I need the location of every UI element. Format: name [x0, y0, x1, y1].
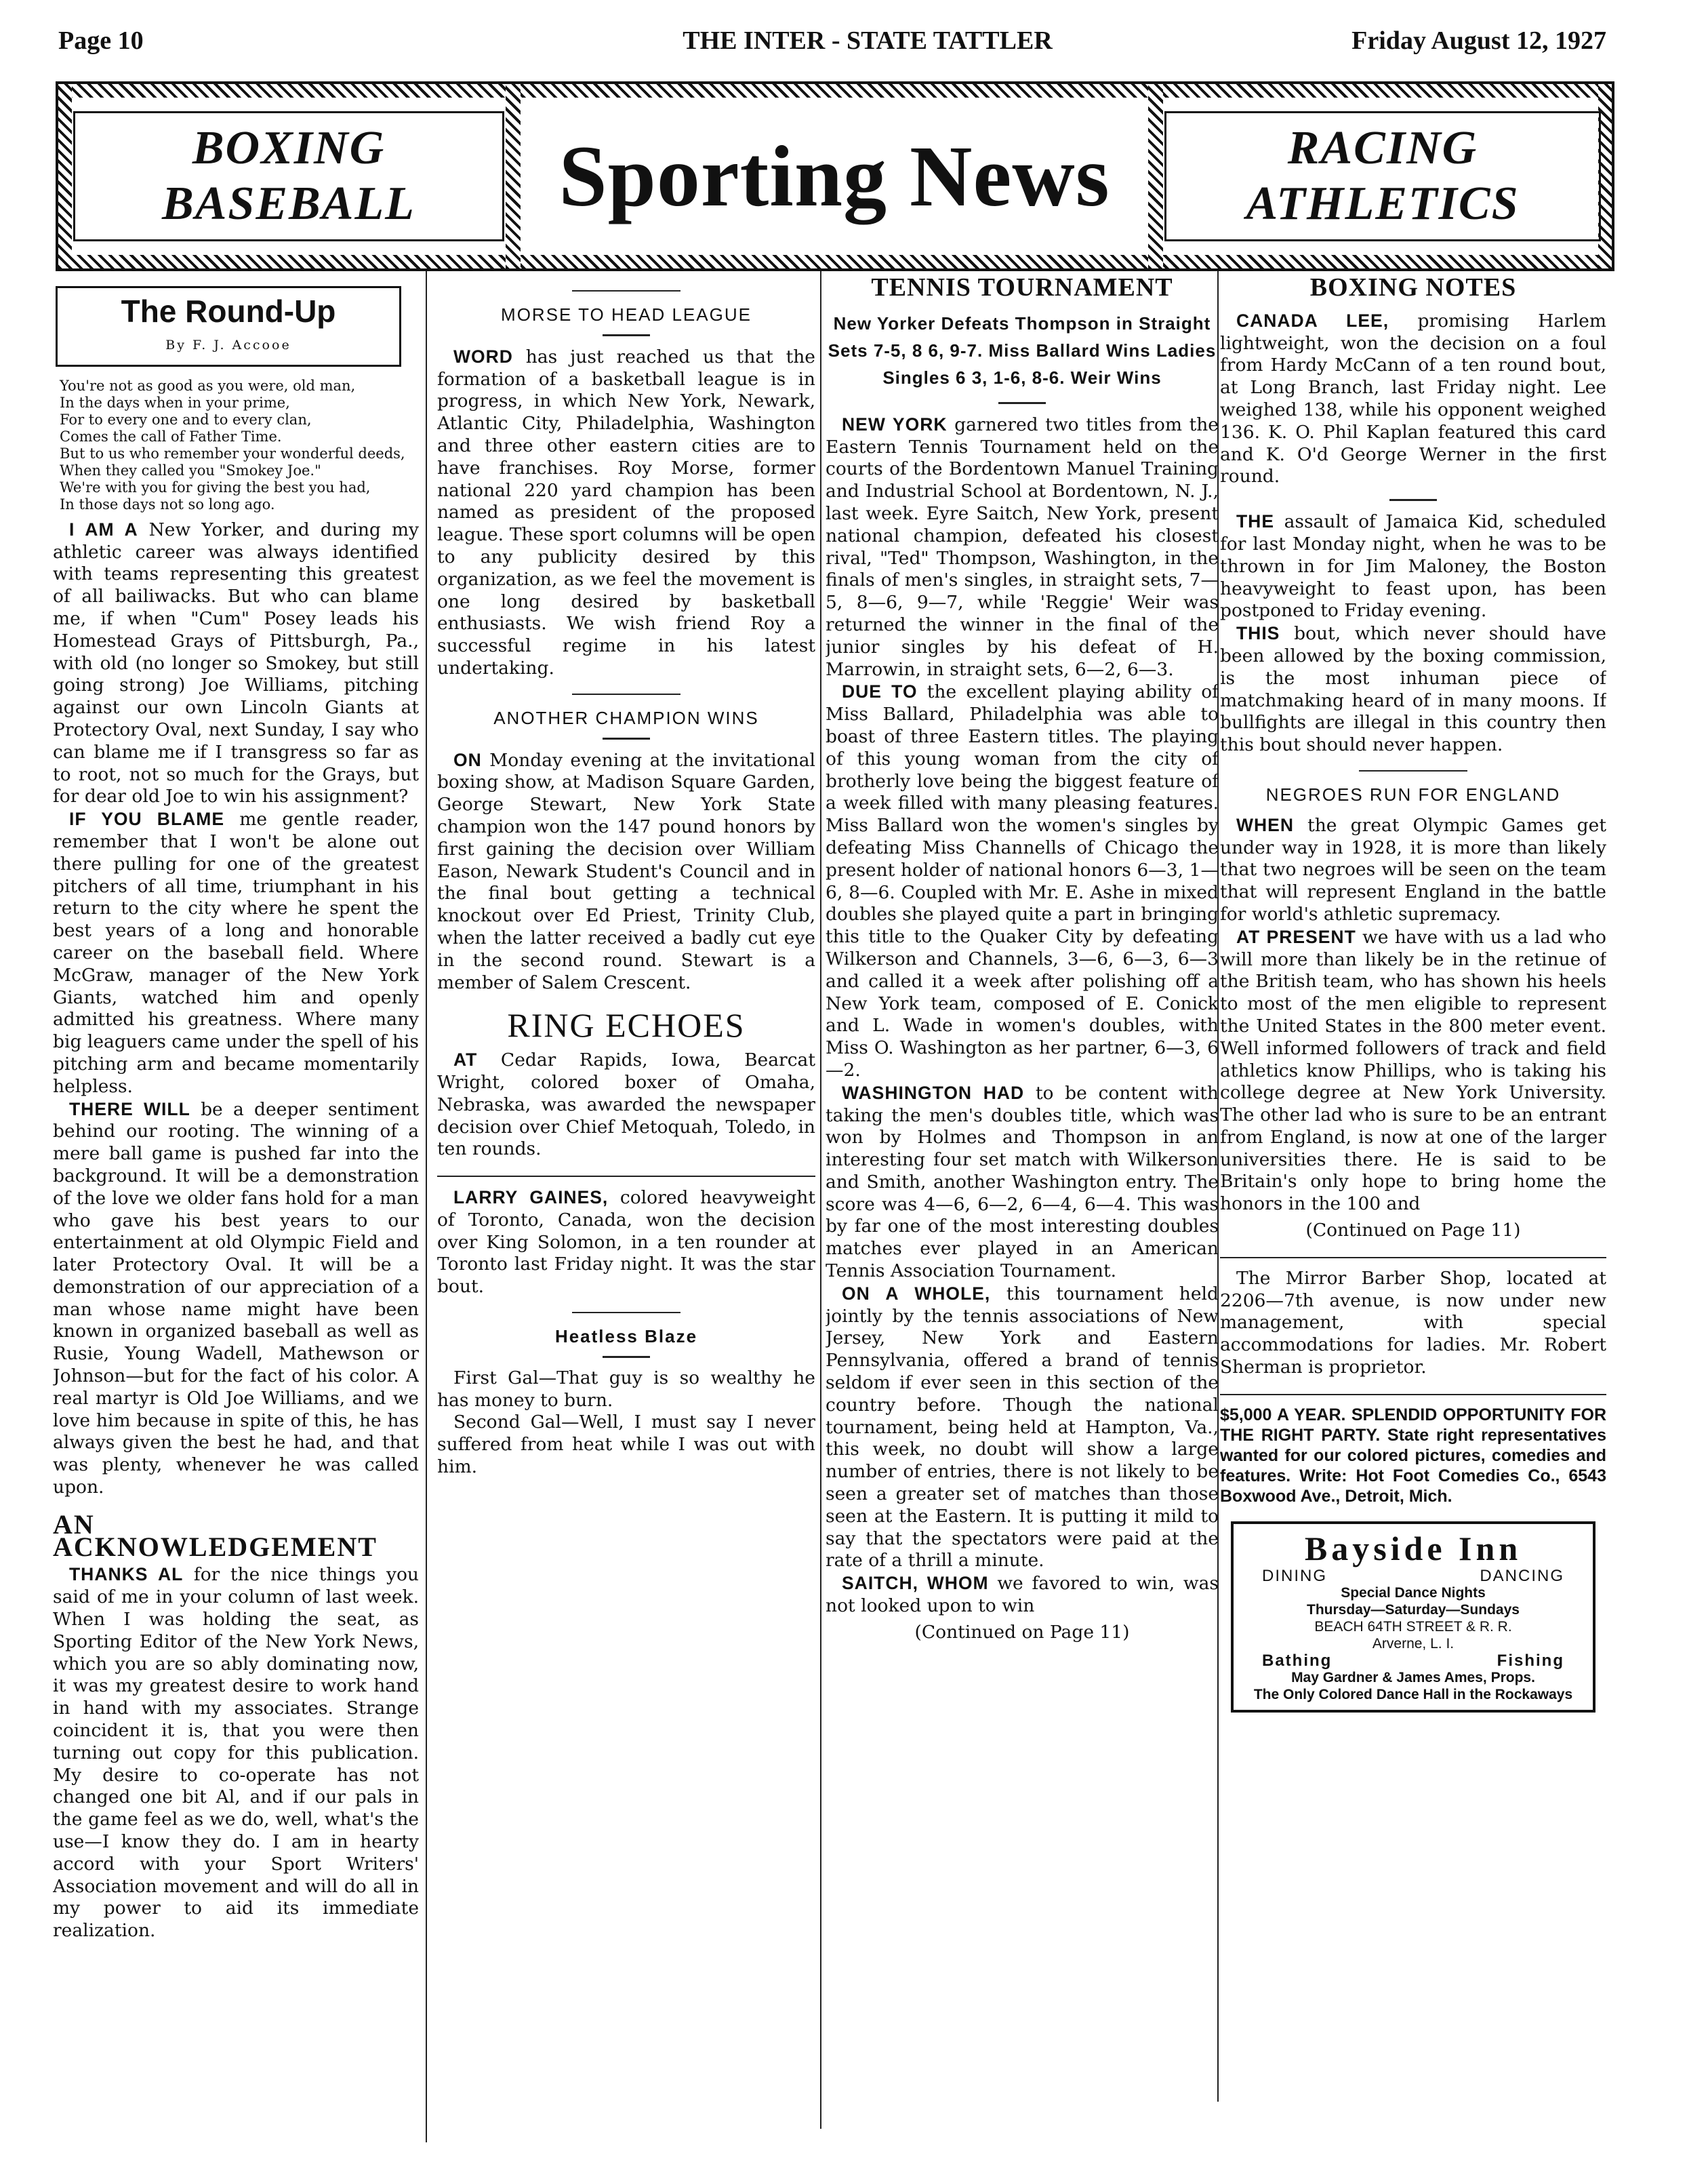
poem-line: In the days when in your prime, — [60, 394, 290, 411]
paragraph-lead: THE — [1236, 511, 1274, 532]
article-paragraph — [826, 1572, 1219, 1618]
banner-label-athletics: ATHLETICS — [1246, 178, 1520, 230]
bayside-inn-ad — [1231, 1521, 1595, 1713]
article-paragraph — [437, 749, 815, 995]
ring-echoes-headline: RING ECHOES — [507, 1006, 746, 1045]
poem-line: But to us who remember your wonderful deeds, — [60, 445, 405, 462]
poem-line: We're with you for giving the best you had, — [60, 479, 371, 496]
article-paragraph — [53, 1563, 419, 1942]
article-paragraph — [1220, 511, 1606, 622]
paragraph-lead: AT — [453, 1049, 478, 1071]
tennis-headline: TENNIS TOURNAMENT — [871, 277, 1173, 302]
paragraph-lead: DUE TO — [842, 681, 918, 702]
inn-special: Special Dance Nights — [1341, 1584, 1486, 1601]
paragraph-lead: WHEN — [1236, 814, 1294, 835]
banner-label-racing: RACING — [1287, 122, 1478, 174]
morse-headline: MORSE TO HEAD LEAGUE — [501, 304, 752, 325]
continued-note: (Continued on Page 11) — [914, 1621, 1130, 1643]
article-paragraph — [826, 414, 1219, 681]
section-divider — [1220, 1257, 1606, 1258]
section-divider — [603, 738, 650, 740]
issue-date: Friday August 12, 1927 — [1351, 26, 1606, 55]
inn-tagline: The Only Colored Dance Hall in the Rockaways — [1253, 1686, 1573, 1702]
column-rule — [426, 271, 427, 2142]
article-paragraph — [53, 808, 419, 1098]
roundup-header — [56, 286, 401, 367]
paragraph-text: colored heavyweight of Toronto, Canada, won the decision over King Solomon, in a ten rounder at Toronto last Friday night. It was the star bout. — [437, 1187, 815, 1298]
paragraph-lead: ON A WHOLE, — [842, 1283, 991, 1304]
joke-line: First Gal—That guy is so wealthy he has money to burn. — [437, 1367, 815, 1411]
section-divider — [1359, 770, 1467, 772]
article-paragraph — [826, 1283, 1219, 1572]
column-2 — [437, 277, 815, 2113]
hatched-border — [58, 255, 1612, 268]
banner-left-panel — [73, 111, 504, 241]
barber-shop-notice: The Mirror Barber Shop, located at 2206—7th avenue, is now under new management, with special accommodations for ladies. Mr. Robert Sherman is proprietor. — [1220, 1267, 1606, 1378]
banner-label-baseball: BASEBALL — [162, 178, 415, 230]
article-paragraph — [437, 1049, 815, 1161]
inn-dancing: DANCING — [1480, 1566, 1564, 1585]
paragraph-lead: I AM A — [69, 519, 138, 540]
banner-right-panel — [1164, 111, 1601, 241]
banner-label-boxing: BOXING — [192, 122, 386, 174]
section-divider — [437, 1176, 815, 1177]
paragraph-text: we favored to win, was not looked upon to win — [826, 1573, 1219, 1617]
opportunity-ad: $5,000 A YEAR. SPLENDID OPPORTUNITY FOR THE RIGHT PARTY. State right representatives wanted for our colored pictures, comedies and features. Write: Hot Foot Comedies Co., 6543 Boxwood Ave., Detroit, Mich. — [1220, 1405, 1606, 1506]
article-paragraph — [53, 519, 419, 808]
section-divider — [1389, 499, 1437, 501]
paragraph-lead: WORD — [453, 346, 513, 367]
roundup-byline: By F. J. Accooe — [165, 338, 291, 353]
column-1 — [53, 277, 419, 2113]
article-paragraph — [1220, 926, 1606, 1216]
inn-services — [1242, 1567, 1585, 1584]
hatched-divider — [1148, 84, 1163, 268]
hatched-divider — [506, 84, 521, 268]
section-divider — [572, 290, 680, 292]
inn-dining: DINING — [1262, 1566, 1327, 1585]
section-divider — [603, 334, 650, 336]
continued-note: (Continued on Page 11) — [1305, 1220, 1521, 1241]
column-3 — [826, 277, 1219, 2113]
inn-town: Arverne, L. I. — [1372, 1635, 1455, 1652]
paragraph-text: this tournament held jointly by the tennis associations of New Jersey, New York and Eastern Pennsylvania, offered a brand of tennis seldom if ever seen in this section of the country before. Though the national tournament, being held at Hampton, Va., this week, no doubt will show a large number of entries, there is not likely to be seen a greater set of matches than those seen at the Eastern. It is putting it mild to say that the spectators were paid at the rate of a thrill a minute. — [826, 1283, 1219, 1572]
article-paragraph — [1220, 814, 1606, 926]
paragraph-text: the great Olympic Games get under way in 1928, it is more than likely that two negroes will be seen on the team that will represent England in the battle for world's athletic supremacy. — [1220, 814, 1606, 925]
tennis-deck: New Yorker Defeats Thompson in Straight Sets 7-5, 8 6, 9-7. Miss Ballard Wins Ladies Singles 6 3, 1-6, 8-6. Weir Wins — [828, 313, 1217, 388]
section-title: Sporting News — [558, 127, 1110, 224]
article-paragraph — [53, 1098, 419, 1499]
paragraph-text: me gentle reader, remember that I won't be alone out there pulling for one of the greatest pitchers of all time, triumphant in his return to the city where he spent the best years of a long and honorable career on the baseball field. Where McGraw, manager of the New York Giants, watched him and openly admitted his greatness. Where many big leaguers came under the spell of his pitching arm and became momentarily helpless. — [53, 809, 419, 1097]
section-divider — [1220, 1394, 1606, 1395]
hatched-border — [58, 84, 1612, 98]
paragraph-lead: CANADA LEE, — [1236, 310, 1389, 331]
article-paragraph — [826, 1082, 1219, 1283]
roundup-poem — [60, 378, 419, 513]
paragraph-lead: THANKS AL — [69, 1564, 184, 1585]
roundup-title: The Round-Up — [121, 294, 336, 329]
paragraph-lead: THERE WILL — [69, 1098, 190, 1119]
column-rule — [820, 271, 821, 2129]
paragraph-text: New Yorker, and during my athletic career was always identified with teams representing this greatest of all bailiwacks. But who can blame me, if when "Cum" Posey leads his Homestead Grays of Pittsburgh, Pa., with old (no longer so Smokey, but still going strong) Joe Williams, pitching against our own Lincoln Giants at Protectory Oval, next Sunday, I say who can blame me if I transgress so far as to root, not so much for the Grays, but for dear old Joe to win his assignment? — [53, 519, 419, 807]
section-divider — [998, 402, 1046, 404]
paragraph-lead: AT PRESENT — [1236, 926, 1356, 947]
poem-line: In those days not so long ago. — [60, 496, 275, 513]
paragraph-lead: ON — [453, 749, 482, 770]
paragraph-text: has just reached us that the formation of a basketball league is in progress, in which New York, Newark, Atlantic City, Philadelphia, Washington and three other eastern cities are to have franchises. Roy Morse, former national 220 yard champion has been named as president of the proposed league. These sport columns will be open to any publicity desired by this organization, as we feel the movement is one long desired by basketball enthusiasts. We wish friend Roy a successful regime in his latest undertaking. — [437, 346, 815, 679]
poem-line: Comes the call of Father Time. — [60, 428, 282, 445]
paragraph-text: to be content with taking the men's doubles title, which was won by Holmes and Thompson in an interesting four set match with Wilkerson and Smith, another Washington entry. The score was 4—6, 6—2, 6—4, 6—4. This was by far one of the most interesting doubles matches ever played in an American Tennis Association Tournament. — [826, 1082, 1219, 1282]
inn-fishing: Fishing — [1497, 1651, 1564, 1670]
section-divider — [572, 694, 680, 695]
england-headline: NEGROES RUN FOR ENGLAND — [1265, 784, 1561, 805]
paragraph-lead: LARRY GAINES, — [453, 1187, 609, 1208]
paragraph-lead: SAITCH, WHOM — [842, 1573, 989, 1594]
paragraph-text: garnered two titles from the Eastern Tennis Tournament held on the courts of the Bordentown Manuel Training and Industrial School at Bordentown, N. J., last week. Eyre Saitch, New York, present national champion, defeated his closest rival, "Ted" Thompson, Washington, in the finals of men's singles, in straight sets, 7—5, 8—6, 9—7, while 'Reggie' Weir was returned the winner in the final of the junior singles by his defeat of H. Marrowin, in straight sets, 6—2, 6—3. — [826, 414, 1219, 680]
hatched-border — [58, 84, 72, 268]
poem-line: You're not as good as you were, old man, — [60, 377, 356, 394]
newspaper-name: THE INTER - STATE TATTLER — [683, 26, 1053, 55]
column-4 — [1220, 277, 1606, 2113]
paragraph-lead: WASHINGTON HAD — [842, 1082, 1025, 1103]
inn-proprietors: May Gardner & James Ames, Props. — [1291, 1669, 1535, 1685]
section-divider — [603, 1356, 650, 1358]
paragraph-lead: THIS — [1236, 623, 1280, 644]
sporting-news-banner — [56, 81, 1614, 271]
article-paragraph — [437, 346, 815, 680]
joke-line: Second Gal—Well, I must say I never suffered from heat while I was out with him. — [437, 1412, 815, 1478]
paragraph-text: for the nice things you said of me in your column of last week. When I was holding the seat, as Sporting Editor of the New York News, which you are so ably dominating now, it was my greatest desire to work hand in hand with my associates. Strange coincident it is, that you were then turning out copy for this publication. My desire to co-operate has not changed one bit Al, and if our pals in the game feel as we do, well, what's the use—I know they do. I am in hearty accord with your Sport Writers' Association movement and will do all in my power to aid its immediate realization. — [53, 1564, 419, 1942]
paragraph-text: we have with us a lad who will more than likely be in the retinue of the British team, who has shown his heels to most of the men eligible to represent the United States in the 800 meter event. Well informed followers of track and field athletics know Phillips, who is taking his college degree at New York University. The other lad who is sure to be an entrant from England, is now at one of the larger universities there. He is said to be Britain's only hope to bring home the honors in the 100 and — [1220, 926, 1606, 1215]
article-paragraph — [1220, 622, 1606, 757]
page-number: Page 10 — [58, 26, 144, 55]
acknowledgement-headline: AN ACKNOWLEDGEMENT — [53, 1508, 378, 1562]
inn-name: Bayside Inn — [1304, 1529, 1522, 1567]
paragraph-text: be a deeper sentiment behind our rooting. The winning of a mere ball game is pushed far into the background. It will be a demonstration of the love we older fans hold for a man who gave his best years to our entertainment at old Olympic Field and later Protectory Oval. It will be a demonstration of our appreciation of a man whose name might have been known in organized baseball as well as Rusie, Young Wadell, Mathewson or Johnson—but for the fact of his color. A real martyr is Old Joe Williams, and we love him because in spite of this, he has always given the best he had, and that was plenty, whenever he was called upon. — [53, 1098, 419, 1498]
paragraph-text: assault of Jamaica Kid, scheduled for last Monday night, when he was to be thrown in for Jim Maloney, the Boston heavyweight to feast upon, has been postponed to Friday evening. — [1220, 511, 1606, 622]
paragraph-lead: IF YOU BLAME — [69, 809, 225, 830]
inn-bathing: Bathing — [1262, 1651, 1333, 1670]
inn-activities — [1242, 1652, 1585, 1669]
paragraph-text: bout, which never should have been allowed by the boxing commission, is the most inhuman piece of matchmaking heard of in many moons. If bullfights are illegal in this country then this bout should never happen. — [1220, 623, 1606, 756]
paragraph-text: the excellent playing ability of Miss Ballard, Philadelphia was able to boast of three Eastern titles. The playing of this young woman from the city of brotherly love being the biggest feature of a week filled with many pleasing features. Miss Ballard won the women's singles by defeating Miss Channells of Chicago the present holder of national honors 6—3, 1—6, 8—6. Coupled with Mr. E. Ashe in mixed doubles she played quite a part in bringing this title to the Quaker City by defeating Wilkerson and Channels, 3—6, 6—3, 6—3 and called it a week after polishing off a New York team, composed of E. Conick and L. Wade in women's doubles, with Miss O. Washington as her partner, 6—3, 6—2. — [826, 681, 1219, 1081]
heatless-headline: Heatless Blaze — [554, 1326, 698, 1347]
inn-address: BEACH 64TH STREET & R. R. — [1314, 1618, 1512, 1635]
paragraph-text: Monday evening at the invitational boxing show, at Madison Square Garden, George Stewart, New York State champion won the 147 pound honors by first gaining the decision over William Eason, Newark Student's Council and in the final bout getting a technical knockout over Ed Priest, Trinity Club, when the latter received a badly cut eye in the second round. Stewart is a member of Salem Crescent. — [437, 749, 815, 993]
poem-line: For to every one and to every clan, — [60, 411, 312, 428]
section-divider — [572, 1312, 680, 1313]
paragraph-text: promising Harlem lightweight, won the decision on a foul from Hardy McCann of a ten round bout, at Long Branch, last Friday night. Lee weighed 138, while his opponent weighed 136. K. O. Phil Kaplan featured this card and K. O'd George Werner in the first round. — [1220, 310, 1606, 487]
poem-line: When they called you "Smokey Joe." — [60, 462, 321, 479]
inn-days: Thursday—Saturday—Sundays — [1307, 1601, 1520, 1618]
champion-headline: ANOTHER CHAMPION WINS — [493, 707, 759, 728]
banner-center-panel — [522, 99, 1147, 254]
article-paragraph — [437, 1186, 815, 1298]
article-paragraph — [1220, 310, 1606, 488]
article-paragraph — [826, 681, 1219, 1081]
paragraph-lead: NEW YORK — [842, 414, 948, 435]
boxing-notes-headline: BOXING NOTES — [1309, 277, 1517, 302]
paragraph-text: Cedar Rapids, Iowa, Bearcat Wright, colored boxer of Omaha, Nebraska, was awarded the newspaper decision over Chief Metoquah, Toledo, in ten rounds. — [437, 1049, 815, 1160]
